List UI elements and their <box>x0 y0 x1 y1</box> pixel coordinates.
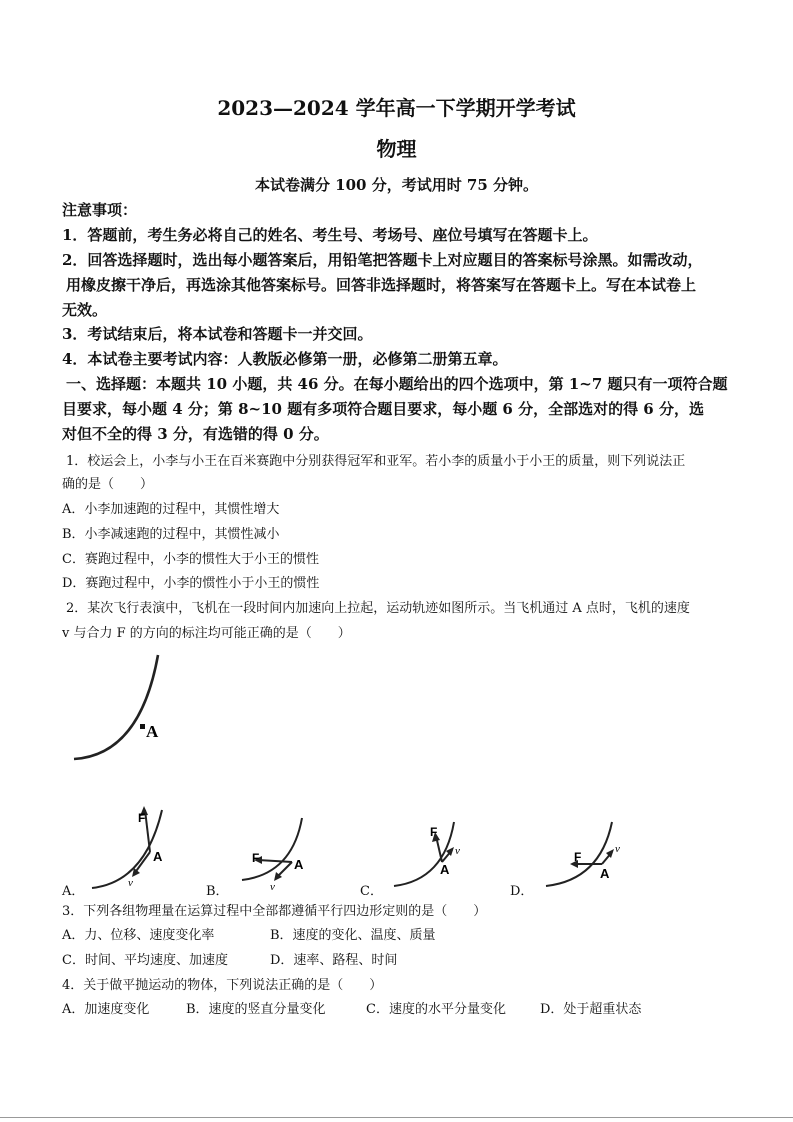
q4-option-b: B．速度的竖直分量变化 <box>186 1002 326 1017</box>
q2-option-c-figure <box>392 816 472 892</box>
score-note: 本试卷满分 100 分，考试用时 75 分钟。 <box>254 176 539 194</box>
option-c-label-f: F <box>430 825 438 839</box>
page-bottom-rule <box>0 1117 793 1118</box>
option-c-label-a: A <box>440 862 450 877</box>
q1-stem-line-1: 1．校运会上，小李与小王在百米赛跑中分别获得冠军和亚军。若小李的质量小于小王的质量，则下列说法正 <box>66 454 686 469</box>
option-b-force-arrow <box>258 860 292 862</box>
point-a-marker <box>140 724 145 729</box>
notes-item-2-line-1: 2．回答选择题时，选出每小题答案后，用铅笔把答题卡上对应题目的答案标号涂黑。如需改动， <box>62 251 703 269</box>
q3-stem: 3．下列各组物理量在运算过程中全部都遵循平行四边形定则的是（ ） <box>62 904 487 919</box>
option-d-label-a: A <box>600 866 610 881</box>
subject-title: 物理 <box>376 137 417 161</box>
q3-option-b: B．速度的变化、温度、质量 <box>270 928 436 943</box>
q2-option-a-figure <box>90 800 180 892</box>
option-a-force-arrow <box>145 810 150 852</box>
point-a-label: A <box>146 722 159 741</box>
option-a-curve <box>92 810 162 888</box>
option-b-label-a: A <box>294 857 304 872</box>
option-d-label-f: F <box>574 850 582 864</box>
exam-title: 2023—2024 学年高一下学期开学考试 <box>217 96 576 120</box>
q4-option-d: D．处于超重状态 <box>540 1002 642 1017</box>
q2-stem-line-2: v 与合力 F 的方向的标注均可能正确的是（ ） <box>62 626 351 641</box>
section1-line-3: 对但不全的得 3 分，有选错的得 0 分。 <box>62 425 329 443</box>
section1-line-2: 目要求，每小题 4 分；第 8~10 题有多项符合题目要求，每小题 6 分，全部选对的得 6 分，选 <box>62 400 704 418</box>
q1-option-a: A．小李加速跑的过程中，其惯性增大 <box>62 502 280 517</box>
trajectory-curve <box>74 655 158 759</box>
q1-option-c: C．赛跑过程中，小李的惯性大于小王的惯性 <box>62 552 319 567</box>
q1-stem-line-2: 确的是（ ） <box>62 477 154 492</box>
q3-option-d: D．速率、路程、时间 <box>270 953 398 968</box>
option-c-label-v: v <box>455 845 460 857</box>
option-a-label-a: A <box>153 849 163 864</box>
option-b-curve <box>242 818 302 880</box>
option-d-label-v: v <box>615 843 620 855</box>
q2-option-a-letter: A． <box>62 884 85 899</box>
q1-option-d: D．赛跑过程中，小李的惯性小于小王的惯性 <box>62 576 320 591</box>
notes-item-3: 3．考试结束后，将本试卷和答题卡一并交回。 <box>62 325 373 343</box>
trajectory-figure <box>70 655 180 767</box>
q2-option-d-letter: D． <box>510 884 534 899</box>
q4-option-c: C．速度的水平分量变化 <box>366 1002 506 1017</box>
notes-item-4: 4．本试卷主要考试内容：人教版必修第一册，必修第二册第五章。 <box>62 350 508 368</box>
q3-option-a: A．力、位移、速度变化率 <box>62 928 215 943</box>
q1-option-b: B．小李减速跑的过程中，其惯性减小 <box>62 527 280 542</box>
q2-option-c-letter: C． <box>360 884 383 899</box>
option-b-label-f: F <box>252 851 260 865</box>
q4-option-a: A．加速度变化 <box>62 1002 150 1017</box>
notes-item-2-line-3: 无效。 <box>62 301 108 319</box>
option-b-label-v: v <box>270 881 275 893</box>
section1-line-1: 一、选择题：本题共 10 小题，共 46 分。在每小题给出的四个选项中，第 1~7 题只有一项符合题 <box>66 375 728 393</box>
notes-item-2-line-2: 用橡皮擦干净后，再选涂其他答案标号。回答非选择题时，将答案写在答题卡上。写在本试卷上 <box>66 276 697 294</box>
option-a-label-f: F <box>138 811 146 825</box>
q3-option-c: C．时间、平均速度、加速度 <box>62 953 228 968</box>
q2-option-d-figure <box>540 816 630 892</box>
option-a-label-v: v <box>128 877 133 889</box>
notes-heading: 注意事项： <box>62 201 138 219</box>
q2-option-b-letter: B． <box>206 884 229 899</box>
q4-stem: 4．关于做平抛运动的物体，下列说法正确的是（ ） <box>62 978 383 993</box>
q2-stem-line-1: 2．某次飞行表演中，飞机在一段时间内加速向上拉起，运动轨迹如图所示。当飞机通过 A 点时，飞机的速度 <box>66 601 690 616</box>
q2-option-b-figure <box>240 812 320 892</box>
notes-item-1: 1．答题前，考生务必将自己的姓名、考生号、考场号、座位号填写在答题卡上。 <box>62 226 598 244</box>
